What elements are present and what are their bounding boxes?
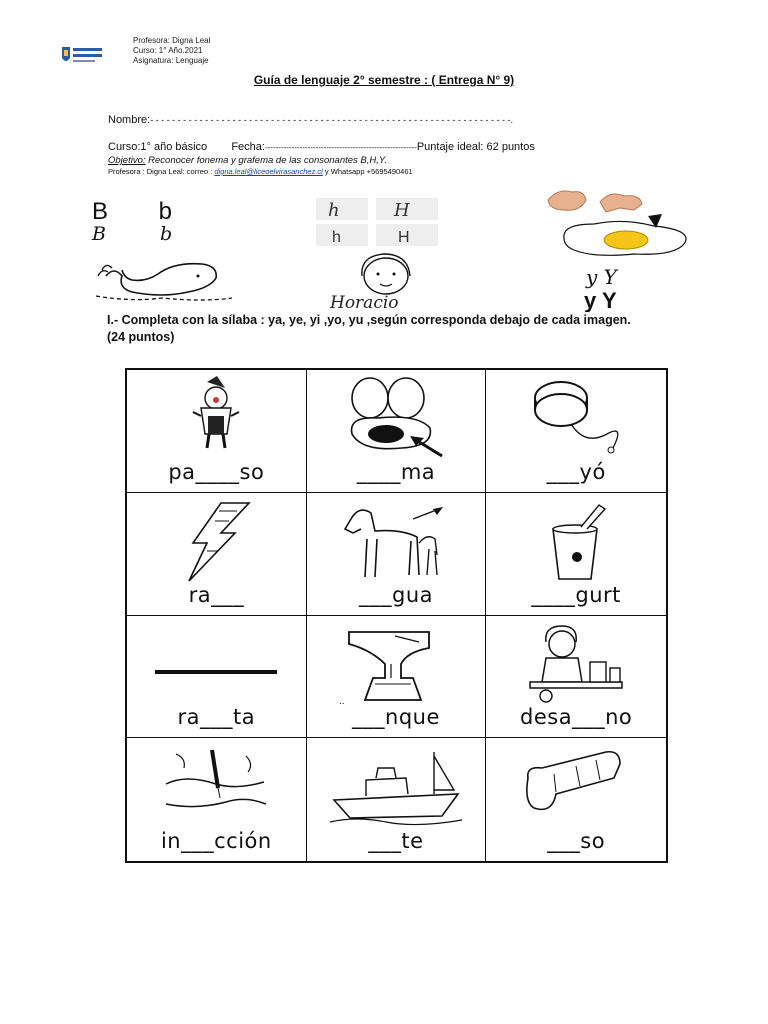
fill-in-word[interactable]: ___te	[368, 829, 424, 853]
contact-suffix: y Whatsapp +5695490461	[322, 167, 413, 176]
lightning-icon	[171, 499, 261, 583]
whale-icon	[92, 258, 240, 308]
letter-y-samples-icon	[580, 262, 680, 312]
teacher-name: Profesora: Digna Leal	[133, 36, 211, 45]
mare-icon	[331, 499, 461, 585]
course-label: Curso:1° año básico	[108, 141, 208, 153]
exercise-cell-yate	[307, 738, 487, 861]
letter-b-cursive: B b	[92, 223, 197, 245]
exercise-cell-yema	[307, 370, 487, 493]
exercise-cell-rayo	[127, 493, 307, 616]
letter-h-samples-icon	[314, 196, 444, 248]
name-label: Nombre:	[108, 114, 151, 126]
fill-in-word[interactable]: desa___no	[520, 705, 633, 730]
contact-email-link[interactable]: digna.leal@liceoelvirasanchez.cl	[214, 167, 323, 176]
line-icon	[151, 622, 281, 706]
exercise-cell-yegua	[307, 493, 487, 616]
egg-yolk-icon	[338, 376, 454, 462]
injection-icon	[156, 744, 276, 830]
instruction	[107, 312, 667, 346]
instruction-text: I.- Completa con la sílaba : ya, ye, yi ,yo, yu ,según corresponda debajo de cada imagen.	[107, 313, 631, 327]
instruction-points: (24 puntos)	[107, 330, 175, 344]
svg-text:..: ..	[338, 695, 345, 707]
svg-text:H: H	[394, 200, 410, 221]
contact-info	[108, 167, 413, 176]
objective-label: Objetivo:	[108, 155, 146, 166]
name-field[interactable]	[108, 114, 513, 126]
fill-in-word[interactable]: ___yó	[546, 459, 606, 484]
name-line: - - - - - - - - - - - - - - - - - - - - - - - - - - - - - - - - - - - - - - - - - - - - - - - - - - - - - - - - - - - - - - - - - -.	[150, 115, 514, 125]
course-year: Curso: 1° Año.2021	[133, 46, 203, 55]
fill-in-word[interactable]: ra___ta	[177, 705, 256, 730]
letter-b-print: B b	[92, 198, 195, 225]
egg-icon	[544, 186, 694, 260]
exercise-cell-yogurt	[486, 493, 666, 616]
svg-text:h: h	[332, 229, 341, 246]
date-label: Fecha:	[231, 141, 265, 153]
yoyo-icon	[521, 376, 631, 458]
fill-in-word[interactable]: in___cción	[160, 829, 272, 853]
exercise-cell-yoyo	[486, 370, 666, 493]
letter-b-samples	[92, 200, 196, 244]
yogurt-icon	[531, 499, 621, 583]
fill-in-word[interactable]: ___gua	[358, 582, 433, 607]
exercise-cell-rayita	[127, 616, 307, 739]
exercise-cell-desayuno	[486, 616, 666, 739]
guide-title: Guía de lenguaje 2° semestre : ( Entrega N° 9)	[253, 73, 515, 87]
fill-in-word[interactable]: ____ma	[356, 459, 436, 484]
exercise-cell-yeso	[486, 738, 666, 861]
svg-text:h: h	[328, 200, 340, 221]
cast-leg-icon	[516, 744, 636, 826]
letter-y-row2: y Y	[584, 288, 617, 312]
anvil-icon	[331, 622, 461, 708]
subject-name: Asignatura: Lenguaje	[133, 56, 209, 65]
contact-prefix: Profesora : Digna Leal: correo :	[108, 167, 215, 176]
exercise-cell-yunque	[307, 616, 487, 739]
score-label: Puntaje ideal: 62 puntos	[416, 141, 535, 153]
breakfast-icon	[516, 622, 636, 708]
boy-face-icon	[322, 250, 462, 310]
objective-text: Reconocer fonema y grafema de las consonantes B,H,Y.	[145, 155, 388, 166]
fill-in-word[interactable]: ra___	[188, 582, 245, 607]
svg-text:H: H	[398, 229, 410, 246]
letter-y-row1: y Y	[586, 265, 617, 289]
clown-icon	[181, 376, 251, 454]
fill-in-word[interactable]: pa____so	[168, 459, 265, 484]
objective	[108, 155, 387, 166]
teacher-info	[133, 36, 210, 66]
exercise-cell-inyeccion	[127, 738, 307, 861]
fill-in-word[interactable]: ___so	[547, 829, 606, 853]
yacht-icon	[326, 744, 466, 826]
exercise-cell-payaso	[127, 370, 307, 493]
date-line[interactable]: ---------------------------------------------------------	[264, 143, 417, 152]
school-logo-icon	[58, 44, 104, 70]
course-date-row	[108, 141, 535, 153]
fill-in-word[interactable]: ____gurt	[531, 582, 621, 607]
fill-in-word[interactable]: ___nque	[352, 705, 440, 730]
horacio-label: Horacio	[330, 293, 399, 310]
exercise-grid	[125, 368, 668, 863]
